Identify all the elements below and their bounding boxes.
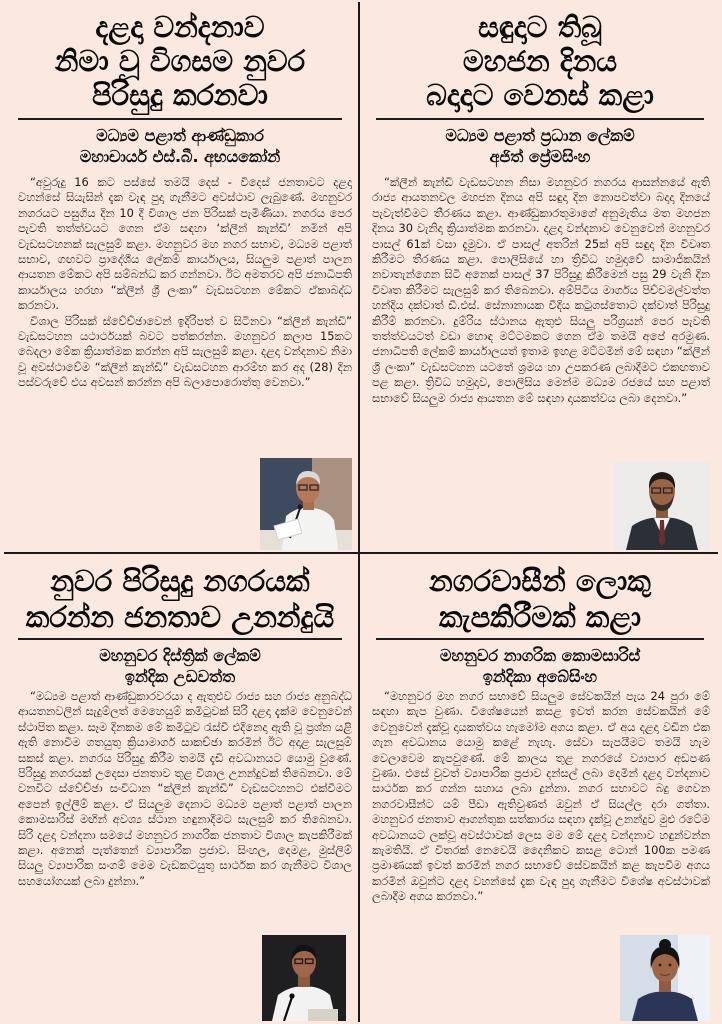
- article-municipal-commissioner: [364, 557, 716, 1021]
- headline-line: නිමා වූ විගසම නුවර: [54, 44, 306, 78]
- byline-title: මධ්‍යම පළාත් ප්‍රධාන ලේකම්: [445, 126, 635, 145]
- byline: [364, 645, 716, 689]
- article-paragraph: “ක්ලීන් කැන්ඩි වැඩසටහන නිසා මහනුවර නගරය ආසන්නයේ ඇති රාජ්‍ය ආයතනවල මහජන දිනය අපි සඳුදා දින නොපවත්වා බදාදා දිනයේ පැවැත්වීමට තීරණය කළා. ආණ්ඩුකාරතුමාගේ අනුමැතිය මත මහජන දිනය 30 වැනිදා ක්‍රියාත්මක කරනවා. දළදා වන්දනාව වෙනුවෙන් මහනුවර පාසල් 61ක් වසා දැමුවා. ඒ පාසල් අතරින් 25ක් අපි සඳුදා දින විවෘත කිරීමට තීරණය කළා. පොලිසියේ හා ත්‍රිවිධ හමුදාවේ සාමාජිකයින් නවාතැන්ගෙන සිටි අනෙක් පාසල් 37 පිරිසුදු කිරීමෙන් පසු 29 වැනි දින විවෘත කිරීමට සැලසුම් කර තිබෙනවා. අම්පිටිය මාර්ගය පිච්චමල්වත්ත හන්දිය දක්වාත් ඩී.එස්. සේනානායක වීදිය කටුගස්තොට දක්වාත් පිරිසුදු කිරීම් කරනවා. දුම්රිය ස්ථානය ඇතුළු සියලු පරිශ්‍රයන් පෙර පැවති තත්ත්වයටත් වඩා හොඳ මට්ටමකට ගෙන ඒම තමයි අපේ අරමුණ. ජනාධිපති ලේකම් කාර්යාලයත් ඉතාම ඉහළ මට්ටමින් මේ සඳහා “ක්ලීන් ශ්‍රී ලංකා” වැඩසටහන යටතේ ශ්‍රමය හා උපකරණ ලබාදීමට එකඟතාව පළ කළා. ත්‍රිවිධ හමුදාව, පොලිසිය මෙන්ම මධ්‍යම රජයේ සහ පළාත් සභාවේ සියලුම රාජ්‍ය ආයතන මේ සඳහා දායකත්වය ලබා දෙනවා.”: [372, 175, 710, 405]
- headline: [6, 10, 354, 116]
- portrait-image: [614, 462, 710, 550]
- article-body: [18, 175, 352, 550]
- byline: [364, 125, 716, 169]
- headline-line: කැපකිරීමක් කළා: [438, 600, 642, 634]
- headline-rule: [18, 638, 342, 640]
- byline: [6, 645, 354, 689]
- headline-line: කරන්න ජනතාව උනන්දුයි: [25, 600, 335, 634]
- headline: [364, 10, 716, 116]
- byline-title: මධ්‍යම පළාත් ආණ්ඩුකාර: [96, 126, 264, 145]
- portrait-photo: [620, 935, 710, 1021]
- headline: [364, 563, 716, 637]
- headline: [6, 563, 354, 637]
- article-district-secretary: [6, 557, 354, 1021]
- article-chief-secretary: [364, 4, 716, 550]
- portrait-image: [260, 458, 352, 550]
- row-divider: [4, 552, 718, 554]
- portrait-photo: [262, 935, 346, 1021]
- headline-rule: [18, 118, 342, 120]
- column-divider: [358, 2, 360, 1022]
- byline-name: ඉන්දිකා අබේසිංහ: [482, 667, 598, 686]
- headline-line: නුවර පිරිසුදු නගරයක්: [50, 564, 310, 598]
- headline-line: බදාදාට වෙනස් කළා: [426, 78, 654, 112]
- portrait-photo: [260, 458, 352, 550]
- article-paragraph: “මහනුවර මහ නගර සභාවේ සියලුම සේවකයින් පැය 24 පුරා මේ සඳහා කැප වුණා. විශේෂයෙන් කසළ ඉවත් කරන සේවකයින් මේ වෙනුවෙන් දැක්වූ දායකත්වය හැමෝම අගය කළා. ඒ අය දළදා වඩින එක ගැන අවධානය යොමු කළේ නැහැ. සේවා සැපයීමට තමයි හැම වෙලාවෙම කැපවුණේ. මේ කාලය තුළ නගරයේ ව්‍යාපාර අඩපණ වුණා. එසේ වුවත් ව්‍යාපාරික ප්‍රජාව දන්සල් ලබා දෙමින් දළදා වන්දනාව සාර්ථක කර ගන්න සහාය ලබා දුන්නා. නගර සභාවට බදු ගෙවන නගරවාසීන්ට යම් පීඩා ඇතිවුණත් ඔවුන් ඒ සියල්ල දරා ගත්තා. මහනුවර ජනතාව ආගන්තුක සත්කාරය සඳහා දැක්වූ උනන්දුව මුළු රටේම අවධානයට ලක්වූ අවස්ථාවක් ලෙස මම මේ දළදා වන්දනාව හඳුන්වන්න කැමතියි. ඒ විතරක් නෙවෙයි දෛනිකව කසළ ටොන් 100ක පමණ ප්‍රමාණයක් ඉවත් කරමින් නගර සභාවේ සේවකයින් කළ කැපවීම අගය කරමින් ඔවුන්ට දළදා වහන්සේ දැක වැඳ පුදා ගැනීමට විශේෂ අවස්ථාවක් ලබාදීම අගය කරනවා.”: [372, 689, 710, 904]
- headline-line: පිරිසුදු කරනවා: [92, 78, 268, 112]
- byline-title: මහනුවර දිස්ත්‍රික් ලේකම්: [99, 646, 261, 665]
- headline-line: සඳුදාට තිබූ: [478, 10, 602, 44]
- byline-name: මහාචාර්ය එස්.බී. අභයකෝන්: [79, 147, 281, 166]
- byline-name: ඉන්දික උඩවත්ත: [124, 667, 236, 686]
- article-paragraph: විශාල පිරිසක් ස්වේච්ඡාවෙන් ඉදිරිපත් ව සිටිනවා “ක්ලීන් කැන්ඩි” වැඩසටහන යථාර්ථයක් බවට පත්කරන්න. මහනුවර කලාප 15කට බෙදලා මේක ක්‍රියාත්මක කරන්න අපි සැලසුම් කළා. දළදා වන්දනාව නිමා වූ අවස්ථාවේම “ක්ලීන් කැන්ඩි” වැඩසටහන ආරම්භ කර අද (28) දින පස්වරුවේ එය අවසන් කරන්න අපි බලාපොරොත්තු වෙනවා.”: [18, 313, 352, 390]
- headline-rule: [376, 638, 704, 640]
- byline-name: අජිත් ප්‍රේමසිංහ: [489, 147, 591, 166]
- article-paragraph: “මධ්‍යම පළාත් ආණ්ඩුකාරවරයා ද ඇතුළුව රාජ්‍ය සහ රාජ්‍ය අනුබද්ධ ආයතනවලින් සැදුම්ලත් මෙහෙයුම් කමිටුවක් සිරි දළදා දැක්ම වෙනුවෙන් ස්ථාපිත කළා. සෑම දිනකම මේ කමිටුව රැස්වී එදිනෙදා ඇති වූ ප්‍රශ්න යළි ඇති නොවීම ගතයුතු ක්‍රියාමාර්ග සාකච්ඡා කරමින් ඊට අදාළ සැලසුම් සකස් කළා. නගරය පිරිසුදු කිරීම තමයි දැඩි අවධානයට යොමු වුණේ. පිරිසුදු නගරයක් උදෙසා ජනතාව තුළ විශාල උනන්දුවක් තිබෙනවා. මේ වනවිට ස්වේච්ඡා සංවිධාන “ක්ලීන් කැන්ඩි” වැඩසටහනට එක්වීමට අපෙන් ඉල්ලීම් කළා. ඒ සියලුම දෙනාට මධ්‍යම පළාත් පළාත් පාලන කොමසාරිස් මඟින් අවශ්‍ය ස්ථාන හඳුනාදීමට සැලසුම් කර තිබෙනවා. සිරි දළදා වන්දනා සමයේ මහනුවර නාගරික ජනතාව විශාල කැපකිරීමක් කළා. අනෙක් පැත්තෙන් ව්‍යාපාරික ප්‍රජාව. සිංහල, දෙමළ, මුස්ලිම් සියලු ව්‍යාපාරික සංගම් මෙම වැඩකටයුතු සාර්ථක කර ගැනීමට විශාල සහයෝගයක් ලබා දුන්නා.”: [18, 689, 352, 888]
- article-body: [372, 689, 710, 1021]
- headline-line: නගරවාසීන් ලොකු: [429, 564, 651, 598]
- article-body: [18, 689, 352, 1021]
- portrait-photo: [614, 462, 710, 550]
- portrait-image: [262, 935, 346, 1021]
- headline-rule: [376, 118, 704, 120]
- byline-title: මහනුවර නාගරික කොමසාරිස්: [439, 646, 641, 665]
- headline-line: දළදා වන්දනාව: [95, 10, 265, 44]
- article-body: [372, 175, 710, 550]
- article-governor: [6, 4, 354, 550]
- headline-line: මහජන දිනය: [462, 44, 618, 78]
- article-paragraph: “අවුරුදු 16 කට පස්සේ තමයි දෙස් - විදෙස් ජනතාවට දළදා වහන්සේ සියැසින් දැක වැඳ පුදා ගැනීමට අවස්ථාව ලැබුණේ. මහනුවර නගරයට පසුගිය දින 10 දී විශාල ජන පිරිසක් පැමිණියා. නගරය පෙර පැවති තත්ත්වයට ගෙන ඒම සඳහා ‘ක්ලීන් කැන්ඩි’ නමින් අපි වැඩසටහනක් සැලසුම් කළා. මහනුවර මහ නගර සභාව, මධ්‍යම පළාත් සභාව, ගඟවට ප්‍රාදේශීය ලේකම් කාර්යාලය, සියලුම පළාත් පාලන ආයතන මේකට අපි සම්බන්ධ කර ගන්නවා. ඊට අමතරව අපි ජනාධිපති කාර්යාලය හරහා “ක්ලීන් ශ්‍රී ලංකා” වැඩසටහන මේකට ඒකාබද්ධ කරනවා.: [18, 175, 352, 313]
- portrait-image: [620, 935, 710, 1021]
- byline: [6, 125, 354, 169]
